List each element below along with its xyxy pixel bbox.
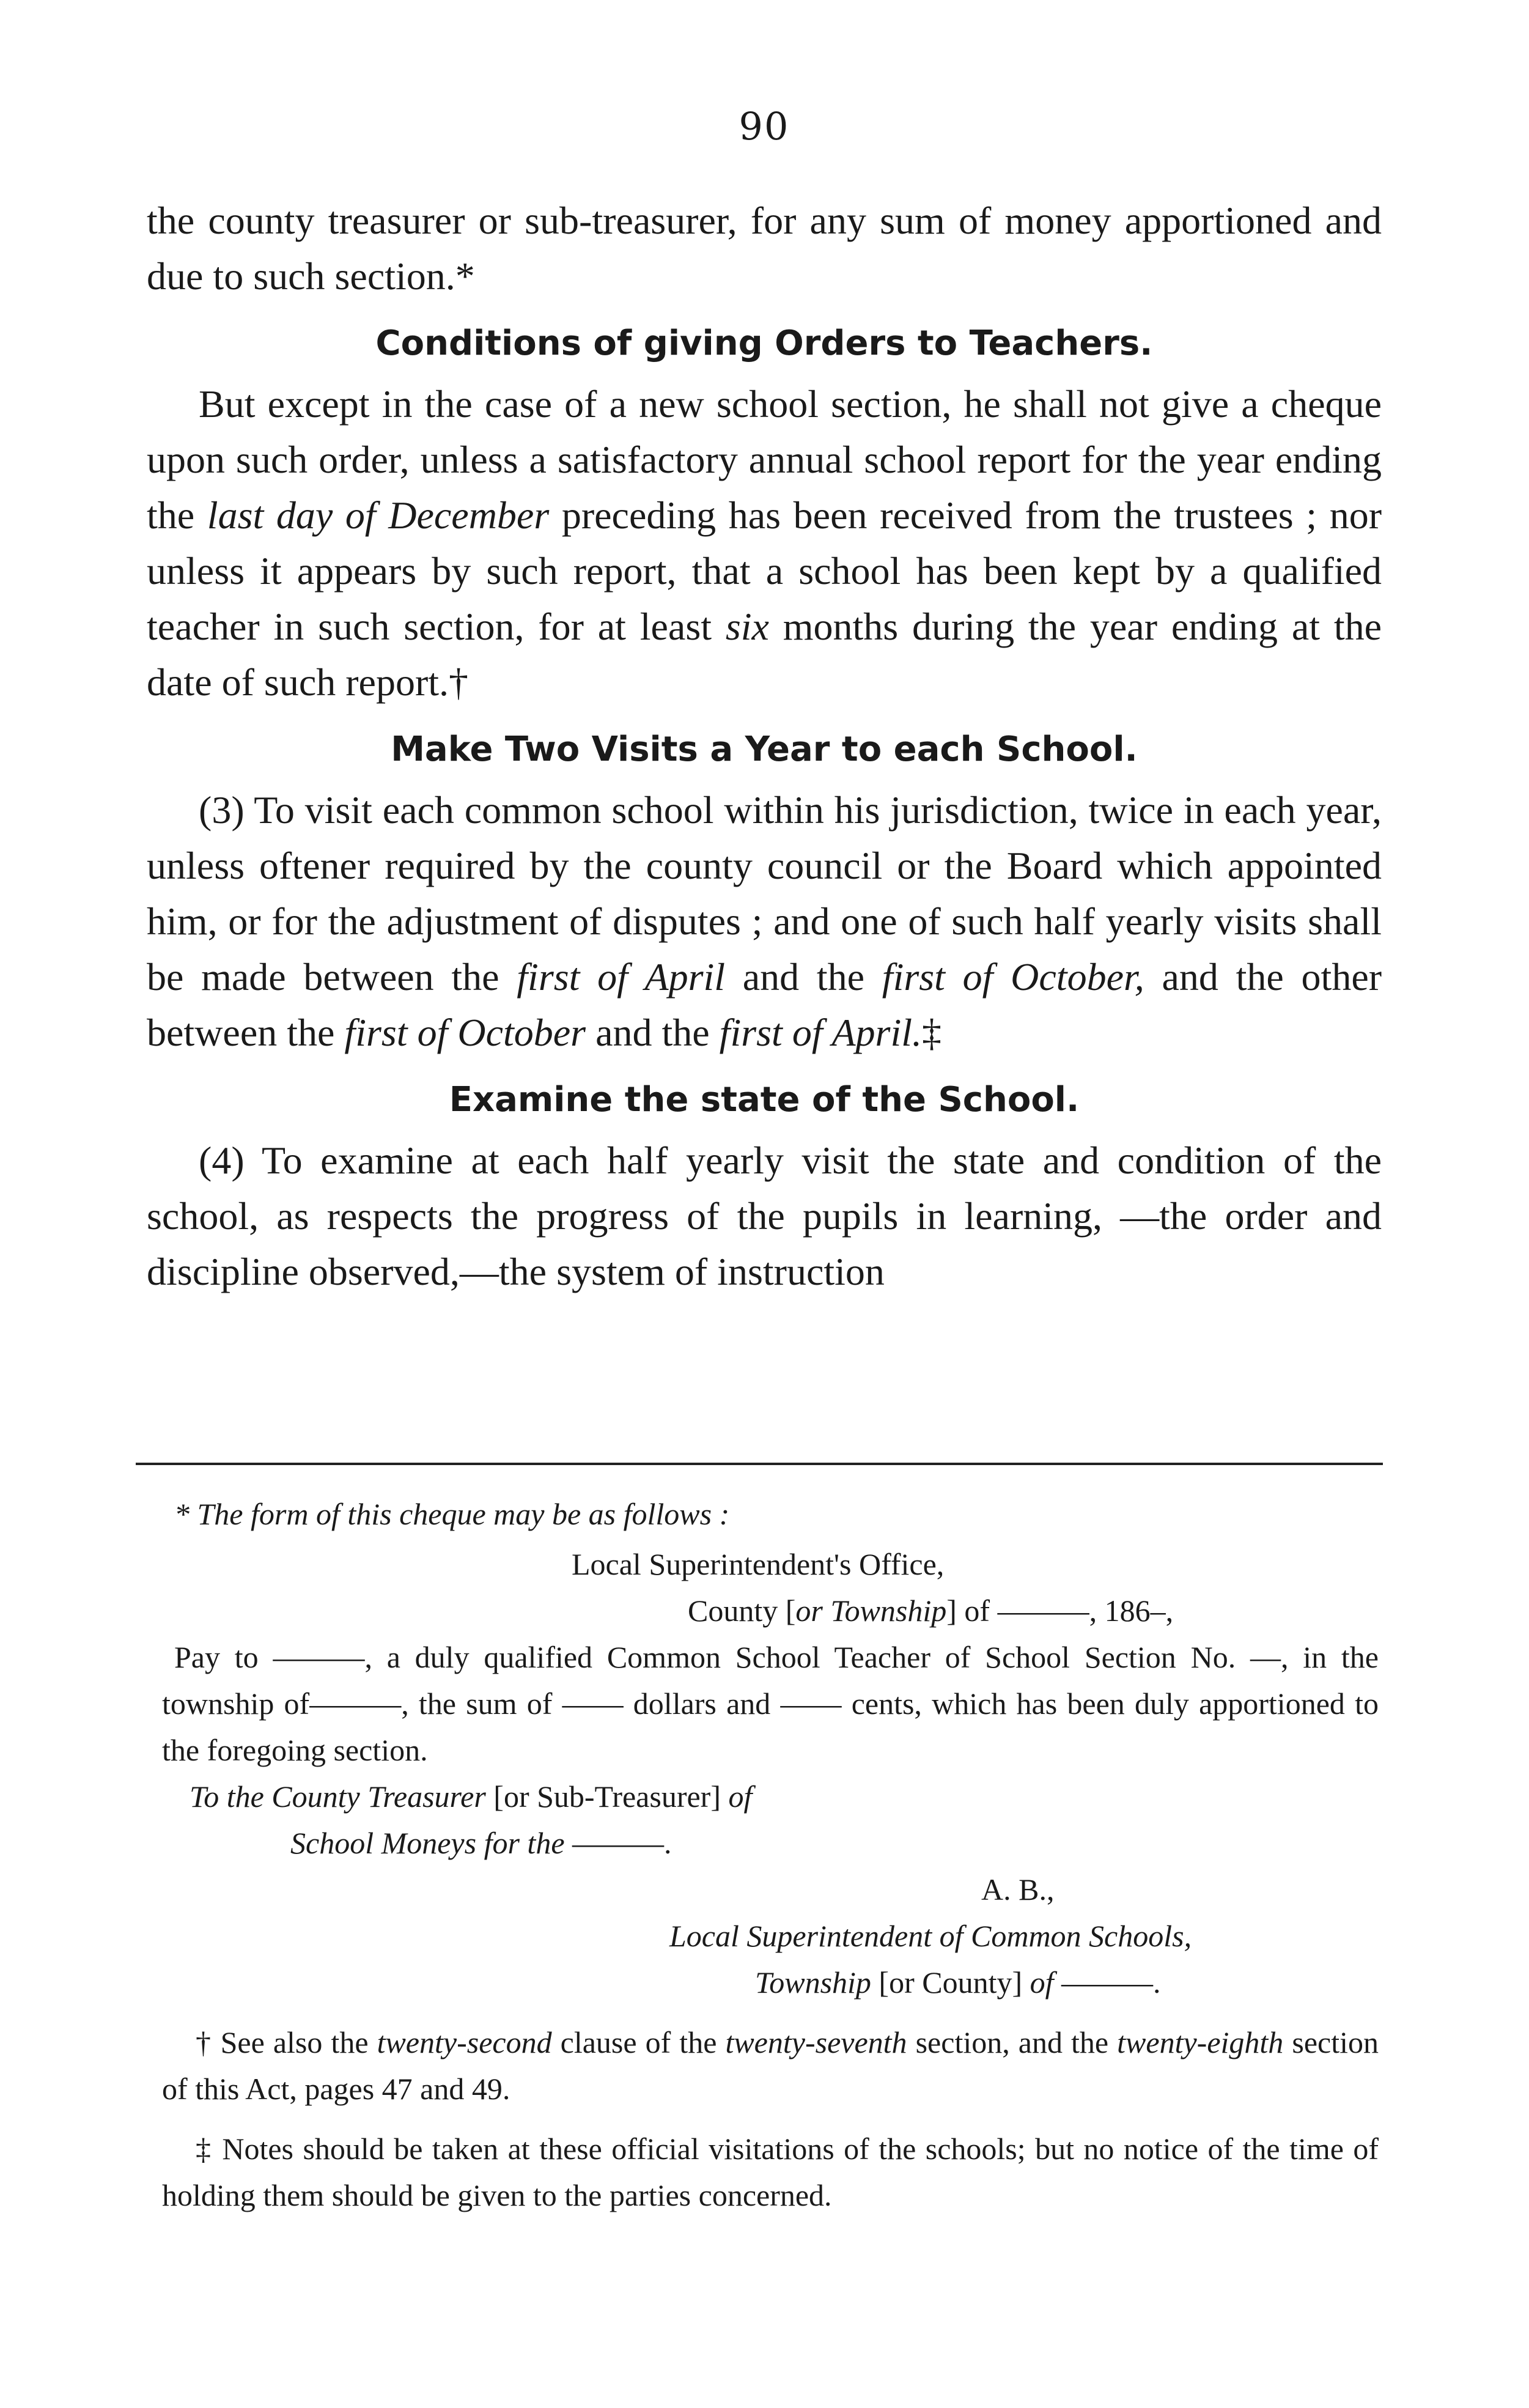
- paragraph-continuation: the county treasurer or sub-treasurer, for any sum of money apportioned and due to such section.*: [147, 199, 1382, 298]
- cheque-pay-text: Pay to ———, a duly qualified Common School Teacher of School Section No. —, in the township of———, the sum of —— dollars and —— cents, which has been duly apportioned to the foregoing section.: [162, 1640, 1379, 1767]
- text-run: section, and the: [907, 2025, 1118, 2059]
- text-run: preceding has been received from the trustees ; nor unless it appears by such report, that a school has been kept by a qualified teacher in such section, for at least: [147, 493, 1382, 648]
- text-run: [or County]: [871, 1965, 1030, 2000]
- italic-run: first of October,: [882, 955, 1144, 999]
- footnote-dagger: [162, 2019, 1379, 2112]
- footnote-marker: *: [174, 1497, 197, 1531]
- footnote-divider: [136, 1463, 1383, 1465]
- text-run: months during the year ending at the date of such report.†: [147, 605, 1382, 704]
- text-run: and the: [725, 955, 882, 999]
- footnote-star-intro: [174, 1491, 1379, 1537]
- page-number: 90: [739, 104, 790, 149]
- italic-run: of: [1030, 1965, 1054, 2000]
- text-run: section of this Act, pages 47 and 49.: [162, 2025, 1379, 2106]
- italic-run: first of April.: [719, 1011, 922, 1054]
- text-run: [or Sub-Treasurer]: [485, 1779, 729, 1814]
- cheque-signature-ab: A. B.,: [981, 1872, 1055, 1907]
- text-run: † See also the: [196, 2025, 377, 2059]
- cheque-school-moneys: [162, 1820, 1379, 1866]
- cheque-signature-title: Local Superintendent of Common Schools,: [669, 1919, 1192, 1953]
- italic-run: Township: [755, 1965, 871, 2000]
- italic-run: School Moneys for the: [290, 1826, 565, 1860]
- section-heading-visits: Make Two Visits a Year to each School.: [391, 729, 1138, 769]
- italic-run: twenty-seventh: [725, 2025, 907, 2059]
- italic-run: last day of December: [207, 493, 550, 537]
- text-run: clause of the: [551, 2025, 726, 2059]
- italic-run: of: [728, 1779, 753, 1814]
- cheque-county: [162, 1587, 1379, 1634]
- footnote-double-dagger: ‡ Notes should be taken at these official visitations of the schools; but no notice of the time of holding them should be given to the parties concerned.: [162, 2132, 1379, 2212]
- main-text: [147, 193, 1382, 1299]
- text-run: The form of this cheque may be as follows :: [197, 1497, 730, 1531]
- italic-run: first of April: [517, 955, 726, 999]
- text-run: ] of ———, 186–,: [946, 1594, 1174, 1628]
- text-run: ———.: [1053, 1965, 1161, 2000]
- text-run: and the: [586, 1011, 720, 1054]
- cheque-to-line: [162, 1773, 1379, 1820]
- italic-run: or Township: [795, 1594, 947, 1628]
- paragraph-examine: (4) To examine at each half yearly visit the state and condition of the school, as respects the progress of the pupils in learning, —the order and discipline observed,—the system of instruction: [147, 1139, 1382, 1293]
- cheque-signature-township: [162, 1959, 1379, 2006]
- section-heading-orders: Conditions of giving Orders to Teachers.: [375, 323, 1153, 363]
- italic-run: six: [725, 605, 769, 648]
- text-run: (3) To visit each common school within his jurisdiction, twice in each year, unless oftener required by the county council or the Board which appointed him, or for the adjustment of disputes ; and one of such half yearly visits shall be made between the: [147, 788, 1382, 999]
- text-run: ———.: [564, 1826, 672, 1860]
- text-run: ‡: [922, 1011, 941, 1054]
- text-run: and the other between the: [147, 955, 1382, 1054]
- text-run: But except in the case of a new school section, he shall not give a cheque upon such order, unless a satisfactory annual school report for the year ending the: [147, 382, 1382, 537]
- italic-run: twenty-second: [377, 2025, 552, 2059]
- paragraph-cheque-conditions: [147, 376, 1382, 710]
- italic-run: first of October: [344, 1011, 586, 1054]
- section-heading-examine: Examine the state of the School.: [449, 1080, 1080, 1120]
- italic-run: twenty-eighth: [1117, 2025, 1284, 2059]
- footnotes: [162, 1486, 1379, 2218]
- text-run: County [: [688, 1594, 796, 1628]
- cheque-office: Local Superintendent's Office,: [572, 1547, 945, 1581]
- italic-run: To the County Treasurer: [190, 1779, 486, 1814]
- paragraph-visits: [147, 782, 1382, 1060]
